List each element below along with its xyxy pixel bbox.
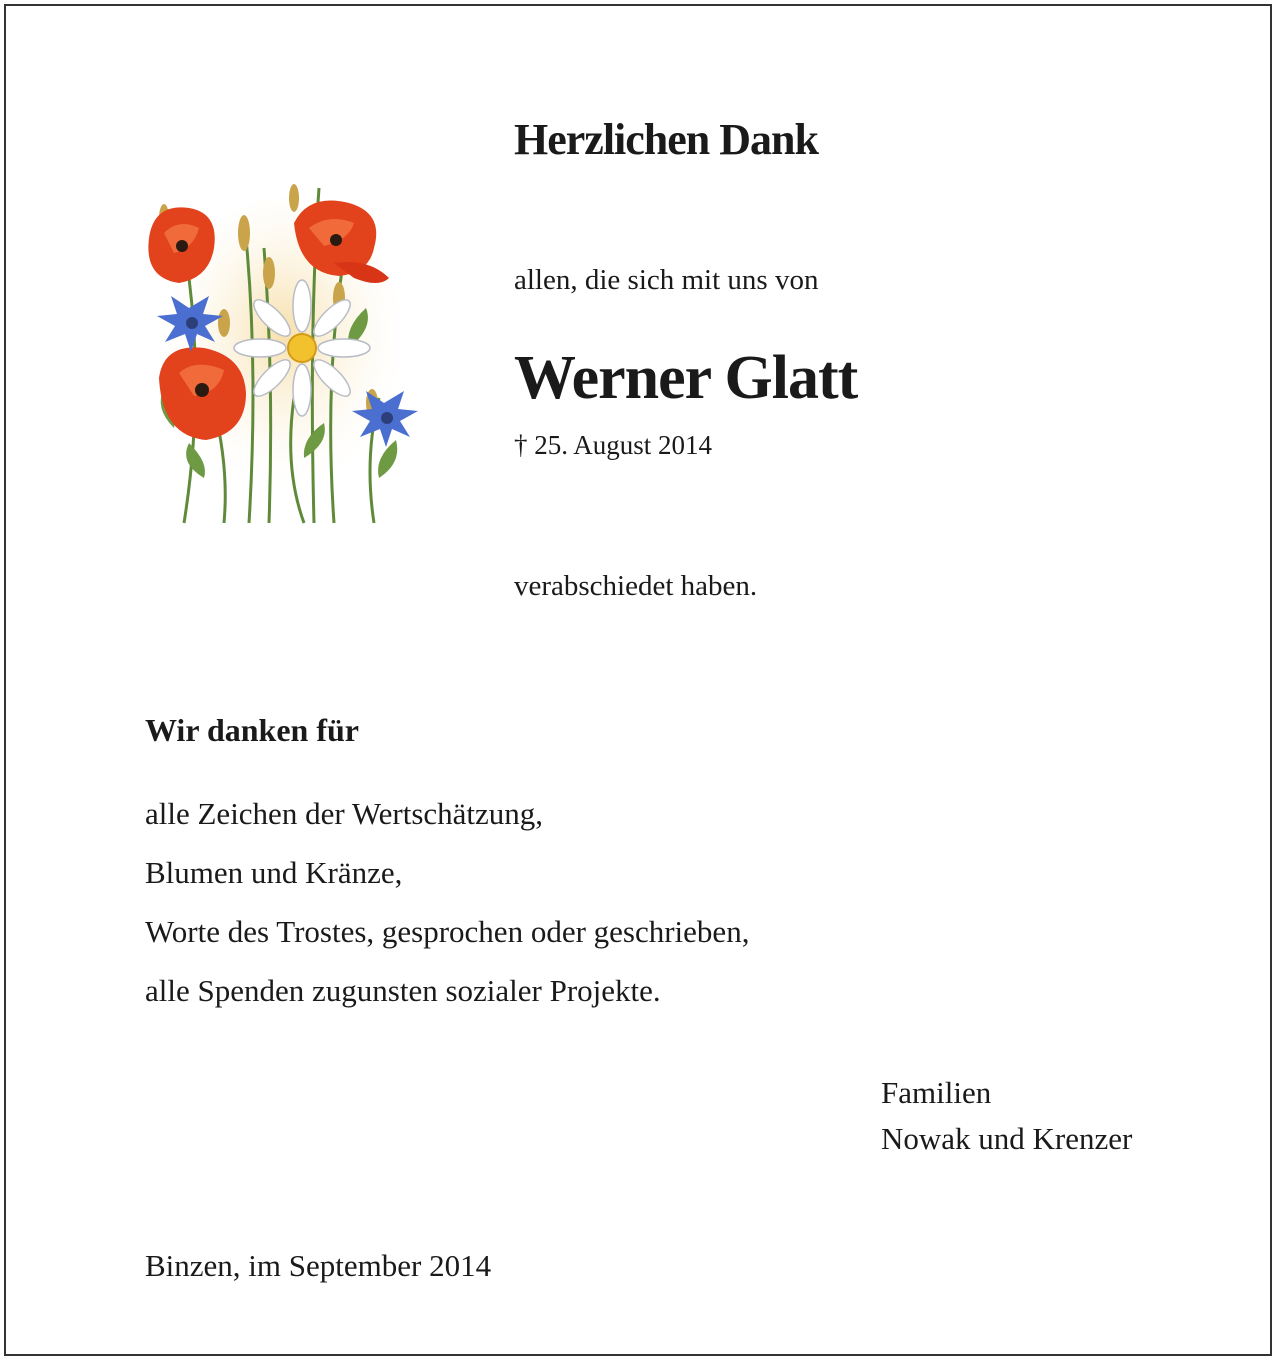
thanks-item: Worte des Trostes, gesprochen oder geschrieben,	[145, 914, 750, 949]
death-date: † 25. August 2014	[514, 430, 713, 460]
thanks-list	[145, 784, 749, 1020]
thanks-item: Blumen und Kränze,	[145, 855, 403, 890]
signature-line: Nowak und Krenzer	[881, 1121, 1133, 1156]
wildflower-bouquet-icon	[134, 178, 420, 528]
deceased-name: Werner Glatt	[514, 344, 858, 412]
place-date: Binzen, im September 2014	[145, 1248, 492, 1283]
thanks-item: alle Zeichen der Wertschätzung,	[145, 796, 544, 831]
thanks-heading: Wir danken für	[145, 712, 359, 748]
farewell-line: verabschiedet haben.	[514, 570, 758, 602]
signature-line: Familien	[881, 1075, 992, 1110]
thanks-item: alle Spenden zugunsten sozialer Projekte.	[145, 973, 661, 1008]
notice-heading: Herzlichen Dank	[514, 115, 818, 164]
intro-line: allen, die sich mit uns von	[514, 264, 819, 296]
